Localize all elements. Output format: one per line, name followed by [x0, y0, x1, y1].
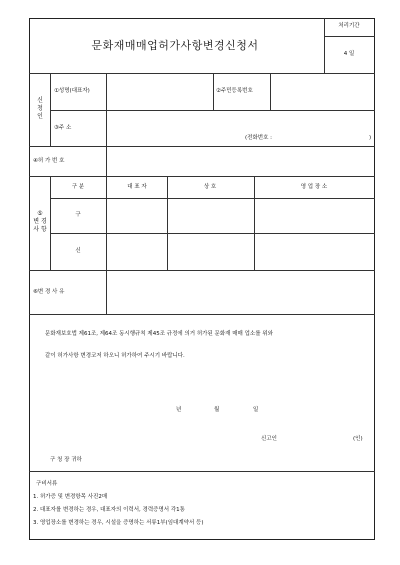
- recipient: 구 청 장 귀하: [50, 457, 82, 463]
- applicant-sign-label: 신고인: [261, 436, 277, 442]
- rule-applicant-label: [50, 73, 51, 146]
- reason-label: ⑥변 경 사 유: [33, 289, 65, 295]
- new-business-place-field[interactable]: [255, 234, 374, 269]
- date-year: 년: [176, 407, 182, 413]
- row-old-label: 구: [75, 212, 81, 218]
- form-title: 문화재매매업허가사항변경신청서: [91, 39, 259, 52]
- rule-statement-bottom: [29, 471, 375, 472]
- permit-no-field[interactable]: [107, 147, 374, 175]
- change-label: ⑤ 변 경 사 항: [33, 210, 47, 233]
- col-header-business-place: 영 업 장 소: [300, 184, 328, 190]
- new-representative-field[interactable]: [107, 234, 166, 269]
- seal-mark: (인): [353, 436, 363, 442]
- row-new-label: 신: [75, 248, 81, 254]
- rule-permit-bottom: [29, 176, 375, 177]
- new-trade-name-field[interactable]: [168, 234, 253, 269]
- phone-close: ): [369, 135, 372, 141]
- permit-no-label: ④허 가 번 호: [33, 158, 65, 164]
- old-representative-field[interactable]: [107, 199, 166, 232]
- resident-no-field[interactable]: [271, 74, 374, 109]
- docs-item-2: 2. 대표자를 변경하는 경우, 대표자의 이력서, 경력증명서 각1통: [33, 507, 185, 513]
- name-label: ①성명(대표자): [54, 88, 90, 94]
- resident-no-label: ②주민등록번호: [216, 88, 253, 94]
- address-field[interactable]: [107, 111, 374, 133]
- date-day: 일: [253, 407, 259, 413]
- processing-period-label: 처리기간: [338, 23, 360, 29]
- col-header-representative: 대 표 자: [127, 184, 147, 190]
- name-field[interactable]: [107, 74, 212, 109]
- rule-change-label: [50, 176, 51, 270]
- rule-period-mid: [324, 36, 375, 37]
- rule-period-left: [324, 18, 325, 73]
- old-business-place-field[interactable]: [255, 199, 374, 232]
- processing-period-value: 4 일: [343, 51, 355, 57]
- applicant-label: 신 청 인: [37, 97, 43, 120]
- phone-label: (전화번호 :: [245, 135, 272, 141]
- col-header-trade-name: 상 호: [203, 184, 217, 190]
- rule-reason-bottom: [29, 314, 375, 315]
- docs-item-1: 1. 허가증 및 변경항목 사진2매: [33, 494, 108, 500]
- address-label: ③주 소: [54, 125, 72, 131]
- col-header-category: 구 분: [71, 184, 85, 190]
- statement-line-1: 문화재보호법 제61조, 제64조 동시행규칙 제45조 규정에 의거 허가된 문화재 매매 업소를 위와: [45, 331, 273, 337]
- statement-line-2: 같이 허가사항 변경코저 하오니 허가하여 주시기 바랍니다.: [45, 353, 185, 359]
- docs-title: 구비서류: [36, 481, 58, 487]
- rule-resident-left: [213, 73, 214, 110]
- reason-field[interactable]: [107, 271, 374, 313]
- docs-item-3: 3. 영업장소를 변경하는 경우, 시설을 증명하는 서류1부(임대계약서 등): [33, 520, 204, 526]
- old-trade-name-field[interactable]: [168, 199, 253, 232]
- date-month: 월: [214, 407, 220, 413]
